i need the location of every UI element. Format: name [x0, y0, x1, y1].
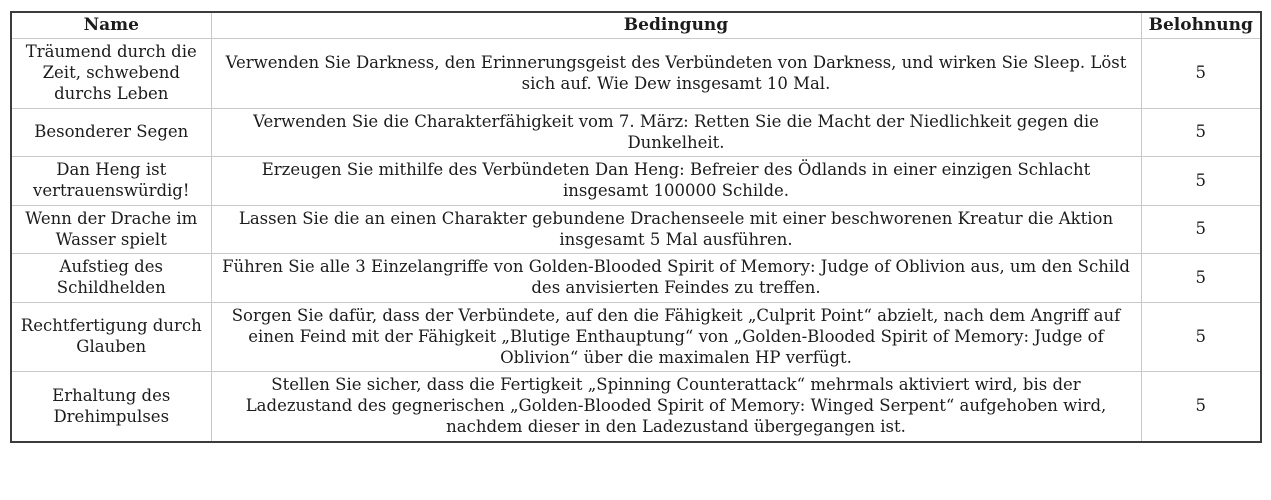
table-row [11, 372, 1261, 442]
cell-belohnung: 5 [1141, 254, 1261, 303]
cell-bedingung: Lassen Sie die an einen Charakter gebundene Drachenseele mit einer beschworenen Kreatur die Aktion insgesamt 5 Mal ausführen. [211, 205, 1141, 254]
table-row [11, 157, 1261, 206]
column-header-bedingung: Bedingung [211, 12, 1141, 39]
cell-belohnung: 5 [1141, 157, 1261, 206]
table-row [11, 108, 1261, 157]
cell-name: Rechtfertigung durch Glauben [11, 303, 211, 372]
table-header [11, 12, 1261, 39]
table-row [11, 303, 1261, 372]
cell-bedingung: Sorgen Sie dafür, dass der Verbündete, auf den die Fähigkeit „Culprit Point“ abzielt, nach dem Angriff auf einen Feind mit der Fähigkeit „Blutige Enthauptung“ von „Golden-Blooded Spirit of Memory: Judge of Oblivion“ über die maximalen HP verfügt. [211, 303, 1141, 372]
table-row [11, 205, 1261, 254]
cell-belohnung: 5 [1141, 108, 1261, 157]
cell-name: Dan Heng ist vertrauenswürdig! [11, 157, 211, 206]
cell-bedingung: Verwenden Sie die Charakterfähigkeit vom 7. März: Retten Sie die Macht der Niedlichkeit gegen die Dunkelheit. [211, 108, 1141, 157]
cell-belohnung: 5 [1141, 372, 1261, 442]
column-header-name: Name [11, 12, 211, 39]
cell-bedingung: Führen Sie alle 3 Einzelangriffe von Golden-Blooded Spirit of Memory: Judge of Oblivion aus, um den Schild des anvisierten Feindes zu treffen. [211, 254, 1141, 303]
cell-belohnung: 5 [1141, 303, 1261, 372]
cell-bedingung: Erzeugen Sie mithilfe des Verbündeten Dan Heng: Befreier des Ödlands in einer einzigen Schlacht insgesamt 100000 Schilde. [211, 157, 1141, 206]
cell-name: Wenn der Drache im Wasser spielt [11, 205, 211, 254]
cell-name: Erhaltung des Drehimpulses [11, 372, 211, 442]
table-body [11, 39, 1261, 442]
table-row [11, 39, 1261, 108]
cell-name: Aufstieg des Schildhelden [11, 254, 211, 303]
cell-bedingung: Verwenden Sie Darkness, den Erinnerungsgeist des Verbündeten von Darkness, und wirken Sie Sleep. Löst sich auf. Wie Dew insgesamt 10 Mal. [211, 39, 1141, 108]
cell-name: Träumend durch die Zeit, schwebend durchs Leben [11, 39, 211, 108]
table-row [11, 254, 1261, 303]
cell-belohnung: 5 [1141, 205, 1261, 254]
header-row [11, 12, 1261, 39]
achievements-table [10, 11, 1262, 443]
cell-bedingung: Stellen Sie sicher, dass die Fertigkeit „Spinning Counterattack“ mehrmals aktiviert wird, bis der Ladezustand des gegnerischen „Golden-Blooded Spirit of Memory: Winged Serpent“ aufgehoben wird, nachdem dieser in den Ladezustand übergegangen ist. [211, 372, 1141, 442]
cell-belohnung: 5 [1141, 39, 1261, 108]
column-header-belohnung: Belohnung [1141, 12, 1261, 39]
cell-name: Besonderer Segen [11, 108, 211, 157]
